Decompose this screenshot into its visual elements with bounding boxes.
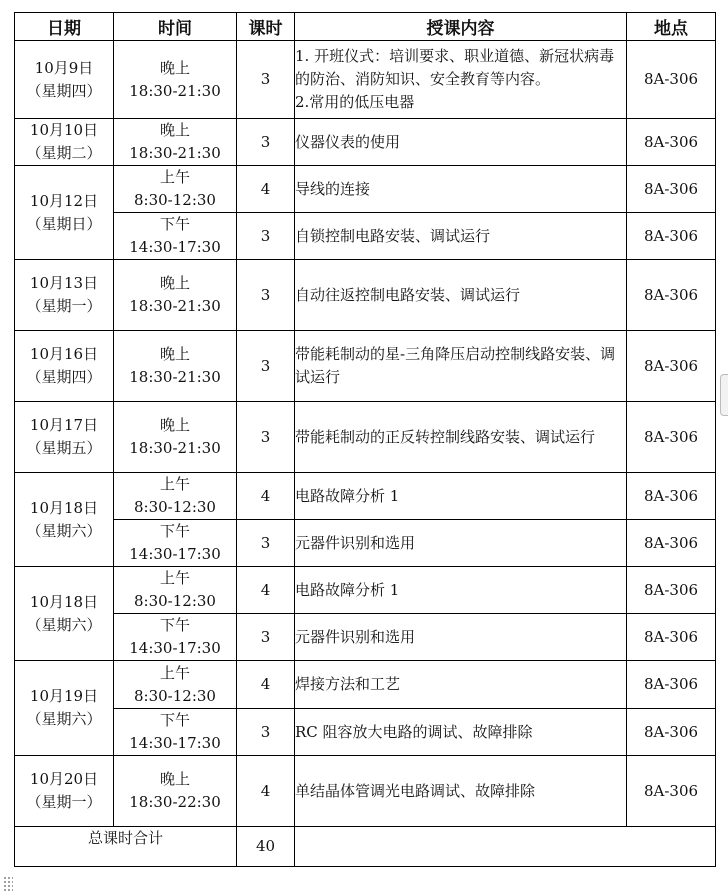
time-cell <box>114 119 237 166</box>
time-range-text: 8:30-12:30 <box>134 191 216 209</box>
hours-cell: 4 <box>237 473 295 520</box>
time-cell <box>114 473 237 520</box>
hours-cell: 4 <box>237 756 295 827</box>
hours-cell: 3 <box>237 260 295 331</box>
date-text: 10月18日 <box>29 592 99 611</box>
header-time: 时间 <box>114 13 237 41</box>
hours-cell: 3 <box>237 213 295 260</box>
content-line: 自锁控制电路安装、调试运行 <box>295 226 491 245</box>
content-line: 焊接方法和工艺 <box>295 675 401 693</box>
time-range-text: 18:30-21:30 <box>129 439 221 457</box>
date-text: 10月18日 <box>29 498 99 517</box>
time-cell <box>114 260 237 331</box>
hours-cell: 4 <box>237 567 295 614</box>
time-range-text: 18:30-21:30 <box>129 368 221 386</box>
content-cell <box>295 213 627 260</box>
content-line: 带能耗制动的正反转控制线路安装、调试运行 <box>295 427 596 446</box>
date-cell <box>15 567 114 661</box>
hours-cell: 3 <box>237 520 295 567</box>
content-line: RC 阻容放大电路的调试、故障排除 <box>295 722 533 741</box>
content-cell <box>295 567 627 614</box>
time-cell <box>114 213 237 260</box>
total-label: 总课时合计 <box>15 827 237 867</box>
weekday-text: （星期二） <box>26 144 102 162</box>
period-text: 晚上 <box>159 58 190 77</box>
location-cell: 8A-306 <box>627 614 716 661</box>
resize-grip[interactable] <box>3 876 13 892</box>
table-row <box>15 473 716 520</box>
location-cell: 8A-306 <box>627 473 716 520</box>
period-text: 上午 <box>159 168 190 186</box>
location-cell: 8A-306 <box>627 756 716 827</box>
date-cell <box>15 260 114 331</box>
table-row <box>15 402 716 473</box>
table-row <box>15 331 716 402</box>
weekday-text: （星期日） <box>26 214 102 233</box>
content-line: 带能耗制动的星-三角降压启动控制线路安装、调试运行 <box>295 345 616 386</box>
period-text: 下午 <box>159 215 190 233</box>
time-range-text: 18:30-22:30 <box>129 793 221 811</box>
header-content: 授课内容 <box>295 13 627 41</box>
content-line: 导线的连接 <box>295 179 371 198</box>
date-cell <box>15 756 114 827</box>
hours-cell: 4 <box>237 661 295 709</box>
table-row <box>15 661 716 709</box>
content-cell <box>295 41 627 119</box>
location-cell: 8A-306 <box>627 709 716 756</box>
date-cell <box>15 661 114 756</box>
content-cell <box>295 402 627 473</box>
content-cell <box>295 119 627 166</box>
date-text: 10月9日 <box>34 58 94 77</box>
hours-cell: 3 <box>237 402 295 473</box>
time-range-text: 18:30-21:30 <box>129 144 221 162</box>
time-cell <box>114 402 237 473</box>
period-text: 晚上 <box>159 770 190 788</box>
weekday-text: （星期五） <box>26 439 102 457</box>
date-text: 10月10日 <box>29 121 99 139</box>
table-row <box>15 213 716 260</box>
time-cell <box>114 331 237 402</box>
date-text: 10月20日 <box>29 770 99 788</box>
location-cell: 8A-306 <box>627 213 716 260</box>
content-cell <box>295 709 627 756</box>
location-cell: 8A-306 <box>627 166 716 213</box>
time-cell <box>114 661 237 709</box>
location-cell: 8A-306 <box>627 520 716 567</box>
content-cell <box>295 331 627 402</box>
period-text: 晚上 <box>159 274 190 292</box>
side-scroll-handle[interactable] <box>720 374 728 416</box>
period-text: 下午 <box>159 616 190 634</box>
content-cell <box>295 756 627 827</box>
location-cell: 8A-306 <box>627 260 716 331</box>
hours-cell: 3 <box>237 709 295 756</box>
header-date: 日期 <box>15 13 114 41</box>
content-cell <box>295 166 627 213</box>
time-range-text: 8:30-12:30 <box>134 686 216 705</box>
location-cell: 8A-306 <box>627 41 716 119</box>
period-text: 上午 <box>159 663 190 682</box>
time-range-text: 14:30-17:30 <box>129 734 221 752</box>
header-row <box>15 13 716 41</box>
total-value: 40 <box>237 827 295 867</box>
hours-cell: 3 <box>237 119 295 166</box>
period-text: 晚上 <box>159 345 190 363</box>
time-range-text: 14:30-17:30 <box>129 639 221 657</box>
time-cell <box>114 709 237 756</box>
time-cell <box>114 166 237 213</box>
table-row <box>15 756 716 827</box>
content-cell <box>295 473 627 520</box>
hours-cell: 3 <box>237 614 295 661</box>
location-cell: 8A-306 <box>627 119 716 166</box>
time-cell <box>114 567 237 614</box>
weekday-text: （星期四） <box>26 368 102 386</box>
table-row <box>15 614 716 661</box>
time-range-text: 18:30-21:30 <box>129 81 221 100</box>
period-text: 下午 <box>159 522 190 540</box>
time-cell <box>114 41 237 119</box>
date-text: 10月19日 <box>29 687 99 705</box>
date-text: 10月17日 <box>29 416 99 434</box>
content-line: 电路故障分析 1 <box>295 580 400 599</box>
schedule-table <box>14 12 716 867</box>
location-cell: 8A-306 <box>627 402 716 473</box>
date-cell <box>15 331 114 402</box>
time-range-text: 14:30-17:30 <box>129 545 221 563</box>
content-line: 电路故障分析 1 <box>295 486 400 505</box>
time-cell <box>114 614 237 661</box>
time-range-text: 18:30-21:30 <box>129 297 221 315</box>
content-line: 自动往返控制电路安装、调试运行 <box>295 285 521 304</box>
time-range-text: 8:30-12:30 <box>134 498 216 516</box>
content-line: 仪器仪表的使用 <box>295 132 401 151</box>
content-cell <box>295 614 627 661</box>
content-line: 单结晶体管调光电路调试、故障排除 <box>295 781 536 800</box>
table-row <box>15 260 716 331</box>
table-row <box>15 709 716 756</box>
table-row <box>15 567 716 614</box>
date-text: 10月13日 <box>29 274 99 292</box>
location-cell: 8A-306 <box>627 567 716 614</box>
date-cell <box>15 402 114 473</box>
total-empty-cell <box>295 827 716 867</box>
content-line: 2.常用的低压电器 <box>295 93 415 111</box>
time-range-text: 8:30-12:30 <box>134 592 216 610</box>
table-row <box>15 41 716 119</box>
weekday-text: （星期一） <box>26 793 102 811</box>
weekday-text: （星期四） <box>26 81 102 100</box>
header-hours: 课时 <box>237 13 295 41</box>
content-line: 1. 开班仪式：培训要求、职业道德、新冠状病毒的防治、消防知识、安全教育等内容。 <box>295 47 615 88</box>
period-text: 晚上 <box>159 121 190 139</box>
total-row <box>15 827 716 867</box>
date-cell <box>15 41 114 119</box>
content-cell <box>295 520 627 567</box>
period-text: 下午 <box>159 711 190 729</box>
location-cell: 8A-306 <box>627 331 716 402</box>
content-cell <box>295 661 627 709</box>
period-text: 上午 <box>159 569 190 587</box>
content-cell <box>295 260 627 331</box>
date-cell <box>15 119 114 166</box>
table-row <box>15 166 716 213</box>
hours-cell: 3 <box>237 331 295 402</box>
table-row <box>15 119 716 166</box>
time-range-text: 14:30-17:30 <box>129 238 221 256</box>
time-cell <box>114 756 237 827</box>
hours-cell: 4 <box>237 166 295 213</box>
hours-cell: 3 <box>237 41 295 119</box>
date-cell <box>15 473 114 567</box>
period-text: 上午 <box>159 475 190 493</box>
weekday-text: （星期一） <box>26 297 102 315</box>
location-cell: 8A-306 <box>627 661 716 709</box>
header-location: 地点 <box>627 13 716 41</box>
weekday-text: （星期六） <box>26 521 102 540</box>
content-line: 元器件识别和选用 <box>295 627 416 646</box>
date-text: 10月16日 <box>29 345 99 363</box>
period-text: 晚上 <box>159 416 190 434</box>
content-line: 元器件识别和选用 <box>295 533 416 552</box>
weekday-text: （星期六） <box>26 710 102 728</box>
time-cell <box>114 520 237 567</box>
weekday-text: （星期六） <box>26 615 102 634</box>
date-cell <box>15 166 114 260</box>
table-row <box>15 520 716 567</box>
date-text: 10月12日 <box>29 191 99 210</box>
